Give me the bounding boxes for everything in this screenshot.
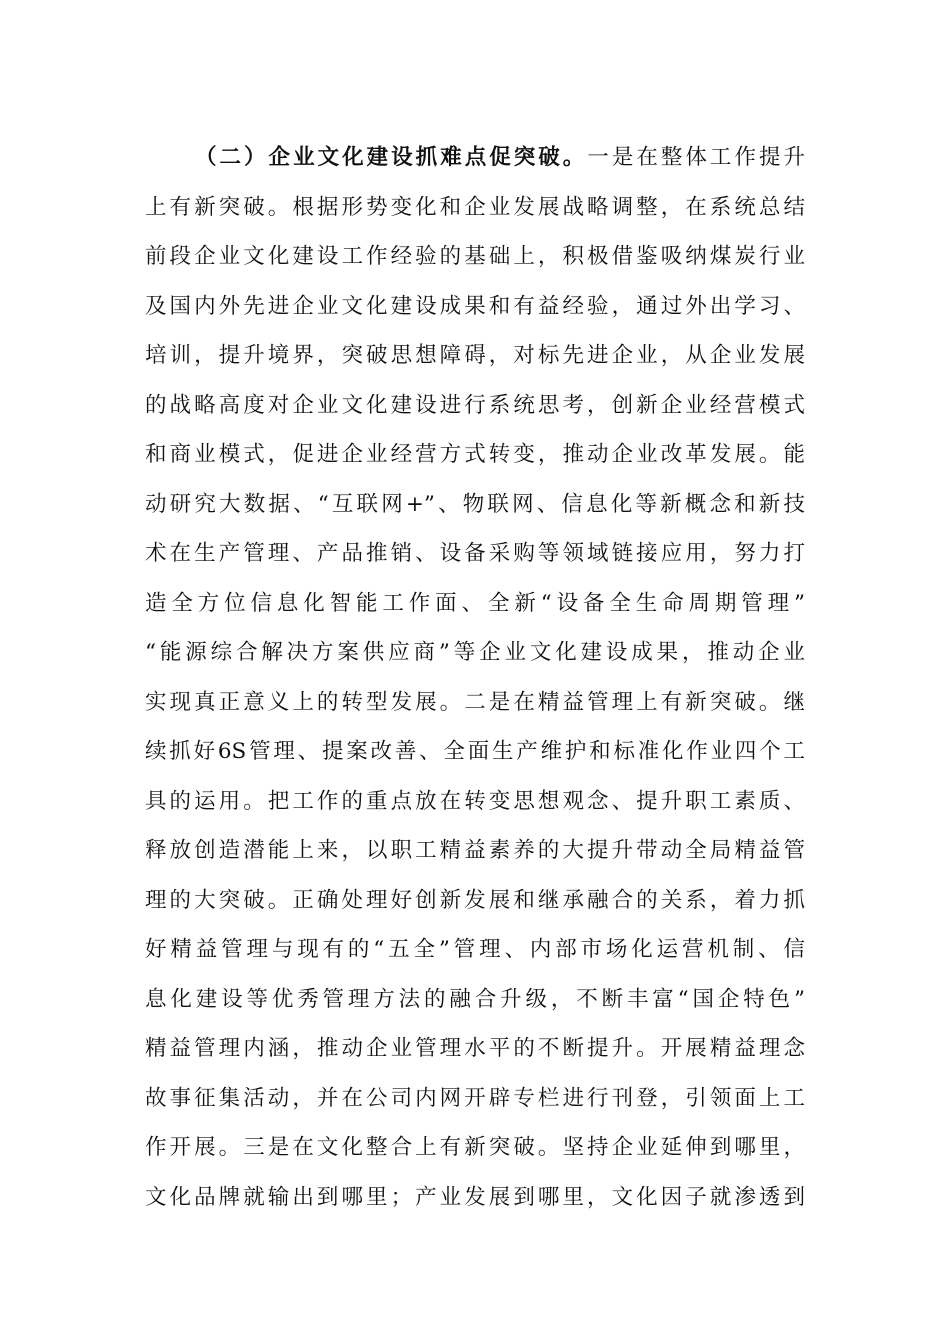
paragraph-line: 前段企业文化建设工作经验的基础上，积极借鉴吸纳煤炭行业: [145, 244, 805, 269]
paragraph-line: 文化品牌就输出到哪里；产业发展到哪里，文化因子就渗透到: [145, 1184, 805, 1210]
paragraph-line: 精益管理内涵，推动企业管理水平的不断提升。开展精益理念: [145, 1036, 805, 1061]
body-paragraph: [145, 133, 805, 1222]
paragraph-line: 培训，提升境界，突破思想障碍，对标先进企业，从企业发展: [145, 343, 805, 368]
first-line-text: 一是在整体工作提升: [587, 145, 805, 170]
paragraph-line: 好精益管理与现有的“五全”管理、内部市场化运营机制、信: [145, 937, 805, 962]
paragraph-line: 上有新突破。根据形势变化和企业发展战略调整，在系统总结: [145, 194, 805, 220]
paragraph-line: “能源综合解决方案供应商”等企业文化建设成果，推动企业: [145, 640, 805, 665]
paragraph-line: 故事征集活动，并在公司内网开辟专栏进行刊登，引领面上工: [145, 1085, 805, 1111]
paragraph-line: 息化建设等优秀管理方法的融合升级，不断丰富“国企特色”: [145, 986, 805, 1012]
paragraph-line-1: [145, 133, 805, 183]
paragraph-line: 造全方位信息化智能工作面、全新“设备全生命周期管理”: [145, 590, 805, 616]
paragraph-line: 动研究大数据、“互联网+”、物联网、信息化等新概念和新技: [145, 491, 805, 517]
paragraph-line: 实现真正意义上的转型发展。二是在精益管理上有新突破。继: [145, 689, 805, 715]
paragraph-line: 术在生产管理、产品推销、设备采购等领域链接应用，努力打: [145, 541, 805, 566]
paragraph-line: 续抓好6S管理、提案改善、全面生产维护和标准化作业四个工: [145, 739, 805, 764]
paragraph-line: 作开展。三是在文化整合上有新突破。坚持企业延伸到哪里，: [145, 1135, 805, 1160]
paragraph-line: 理的大突破。正确处理好创新发展和继承融合的关系，着力抓: [145, 887, 805, 913]
paragraph-line: 的战略高度对企业文化建设进行系统思考，创新企业经营模式: [145, 392, 805, 418]
paragraph-line: 具的运用。把工作的重点放在转变思想观念、提升职工素质、: [145, 788, 805, 814]
paragraph-line: 及国内外先进企业文化建设成果和有益经验，通过外出学习、: [145, 293, 805, 319]
paragraph-line: 和商业模式，促进企业经营方式转变，推动企业改革发展。能: [145, 442, 805, 467]
paragraph-line: 释放创造潜能上来，以职工精益素养的大提升带动全局精益管: [145, 838, 805, 863]
section-heading: （二）企业文化建设抓难点促突破。: [195, 145, 588, 170]
